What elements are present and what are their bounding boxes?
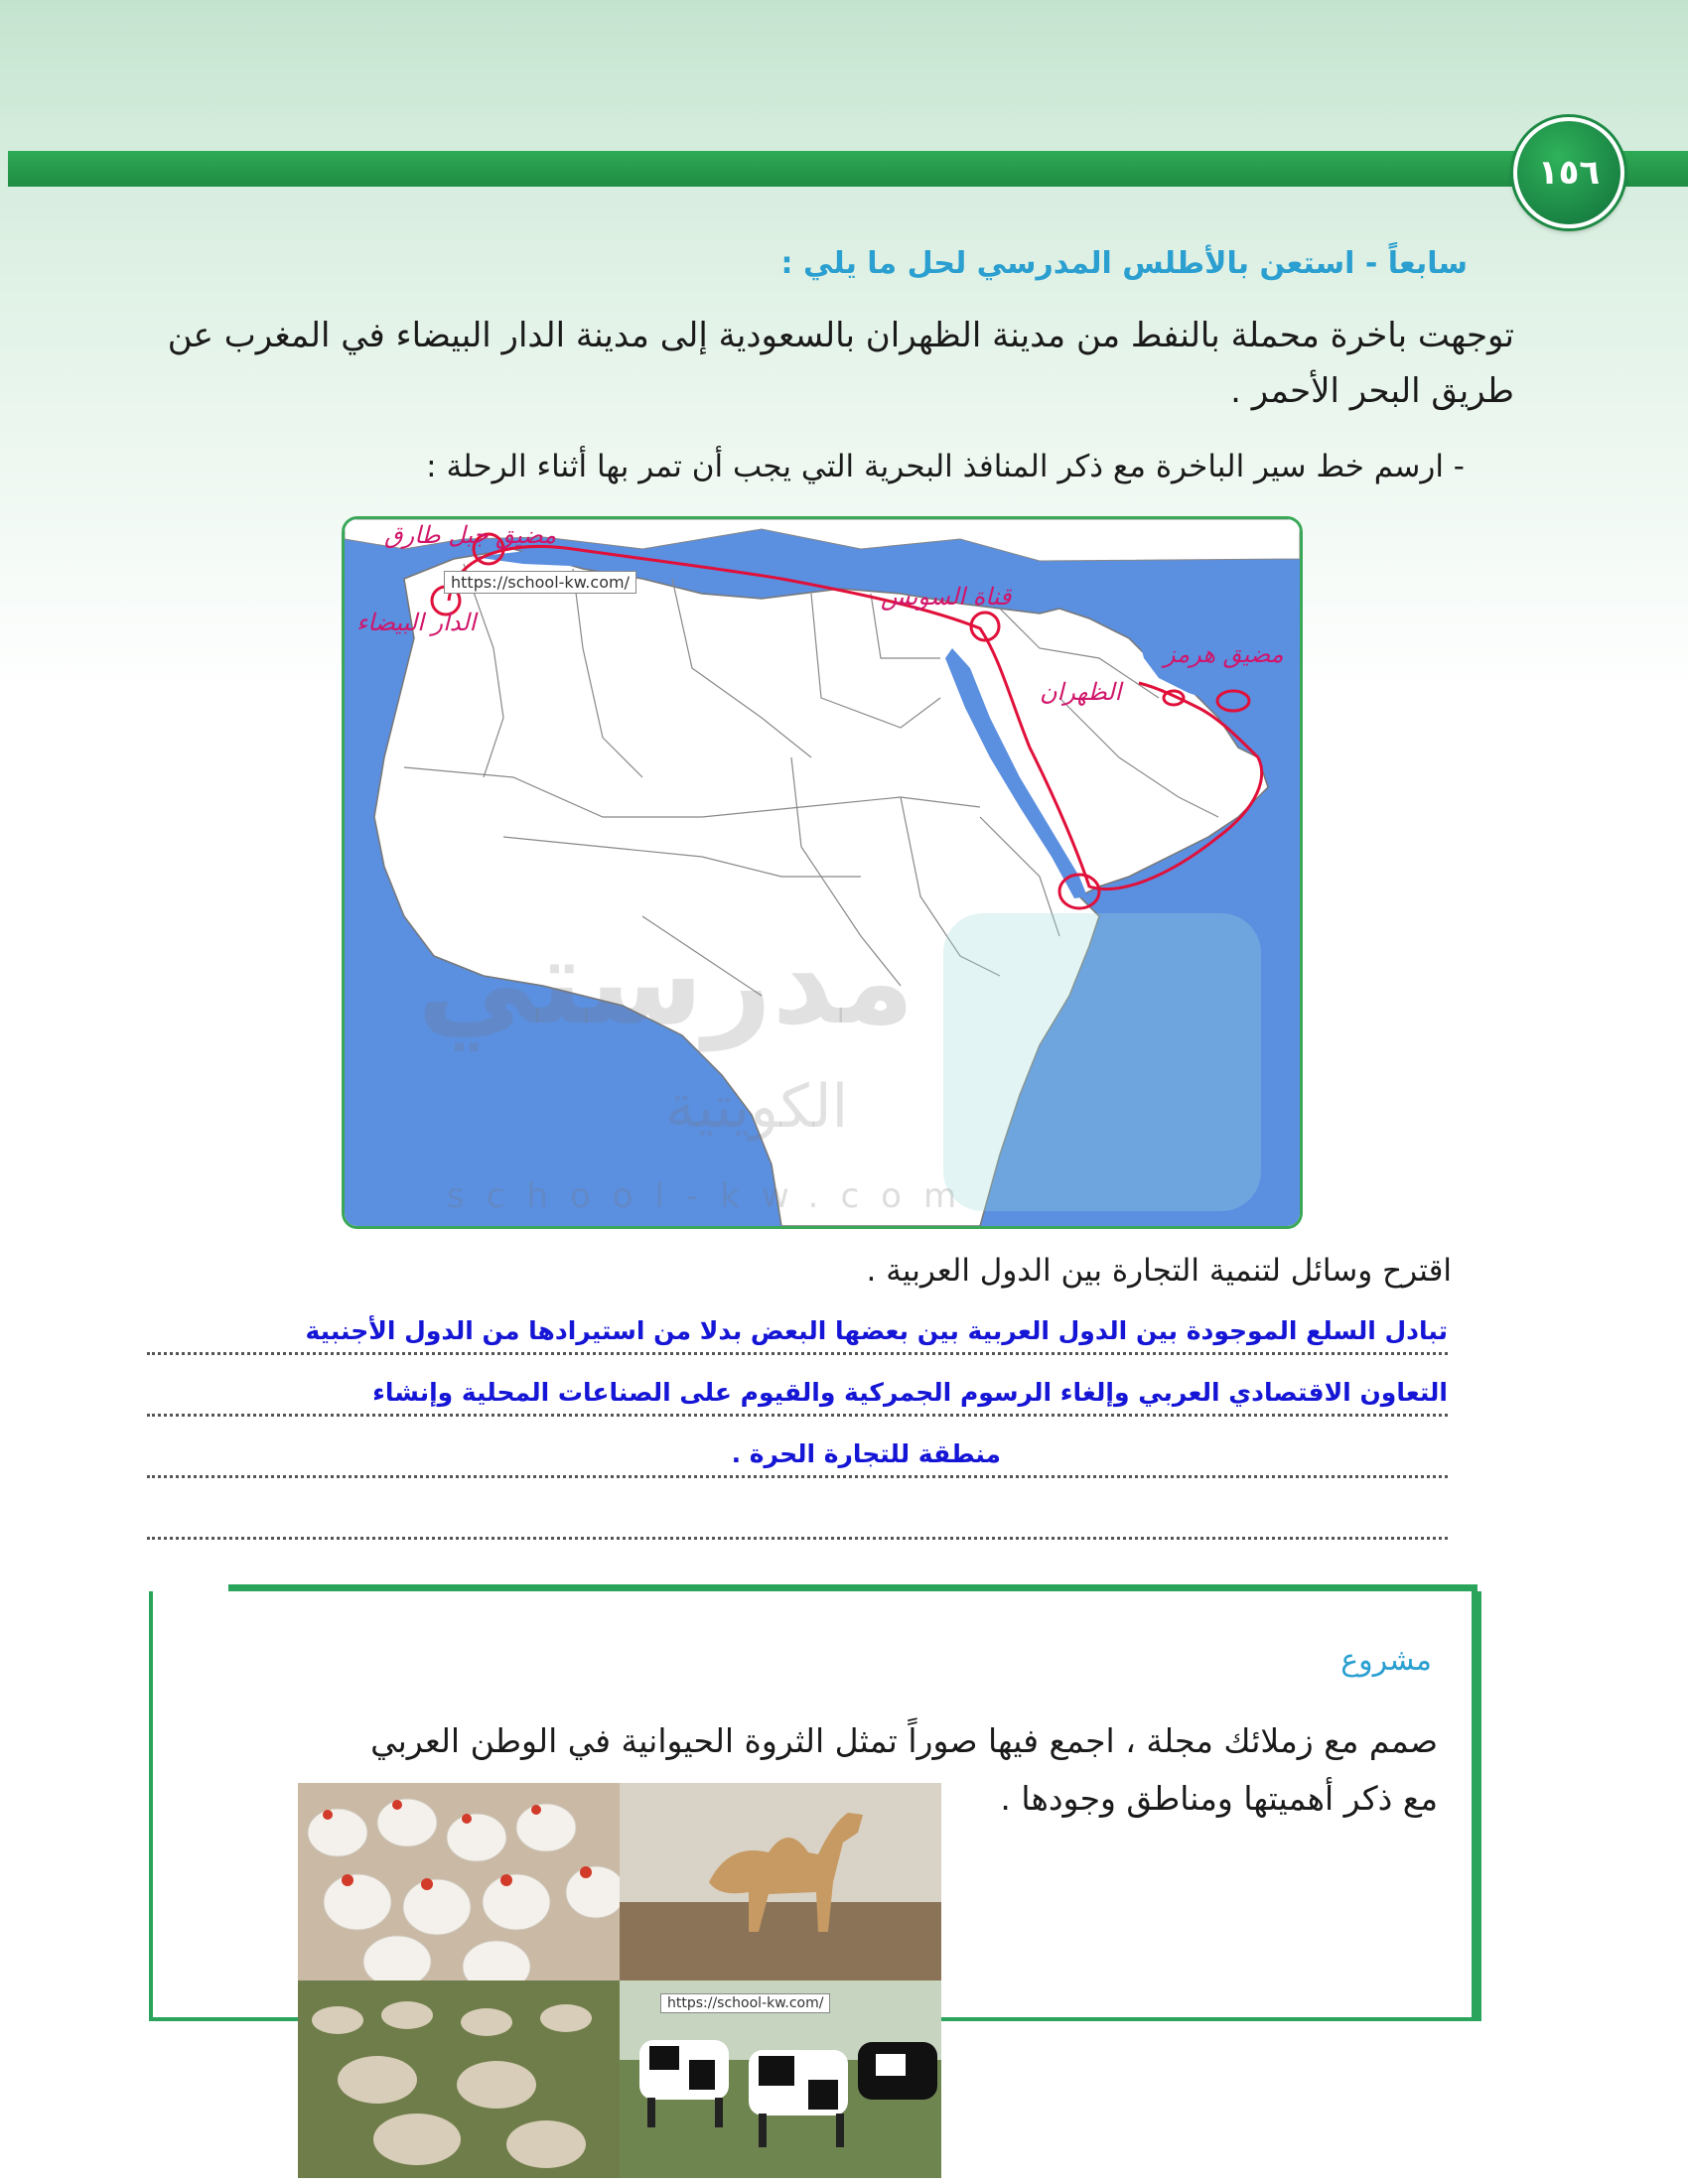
answer-line-3 <box>147 1435 1448 1478</box>
arab-world-map <box>342 516 1303 1229</box>
answer-line-2: التعاون الاقتصادي العربي وإلغاء الرسوم الجمركية والقيوم على الصناعات المحلية وإنشاء <box>147 1374 1448 1417</box>
label-gibraltar: مضيق جبل طارق <box>384 521 557 549</box>
answer-line-3-text: منطقة للتجارة الحرة . <box>731 1439 1001 1468</box>
map-graphic <box>345 519 1300 1226</box>
animal-photo-grid <box>298 1783 941 2178</box>
photo-chickens <box>298 1783 620 1980</box>
label-suez: قناة السويس <box>881 583 1012 611</box>
photo-sheep <box>298 1980 620 2178</box>
photo-camel <box>620 1783 941 1980</box>
label-dhahran: الظهران <box>1040 678 1122 706</box>
watermark-main: مدرستي <box>417 913 915 1051</box>
label-casablanca: الدار البيضاء <box>356 609 477 636</box>
project-text: صمم مع زملائك مجلة ، اجمع فيها صوراً تمثل الثروة الحيوانية في الوطن العربي مع ذكر أهميتها ومناطق وجودها . <box>370 1721 1438 1818</box>
camel-icon <box>620 1783 941 1980</box>
label-hormuz: مضيق هرمز <box>1164 640 1284 668</box>
exercise-paragraph: توجهت باخرة محملة بالنفط من مدينة الظهران بالسعودية إلى مدينة الدار البيضاء في المغرب عن طريق البحر الأحمر . <box>167 316 1514 411</box>
header-green-bar <box>8 151 1688 187</box>
answer-line-4 <box>147 1497 1448 1540</box>
suggestion-question: اقترح وسائل لتنمية التجارة بين الدول العربية . <box>866 1253 1452 1289</box>
answer-line-1: تبادل السلع الموجودة بين الدول العربية بين بعضها البعض بدلا من استيرادها من الدول الأجنبية <box>147 1312 1448 1355</box>
map-url-tag: https://school-kw.com/ <box>444 571 636 594</box>
exercise-instruction: - ارسم خط سير الباخرة مع ذكر المنافذ البحرية التي يجب أن تمر بها أثناء الرحلة : <box>426 449 1465 484</box>
photo-url-tag: https://school-kw.com/ <box>660 1993 830 2013</box>
page-number-badge: ١٥٦ <box>1513 117 1624 228</box>
watermark-url: school-kw.com <box>447 1176 979 1216</box>
exercise-heading: سابعاً - استعن بالأطلس المدرسي لحل ما يلي : <box>780 246 1468 281</box>
project-title: مشروع <box>1340 1643 1432 1678</box>
chickens-icon <box>298 1783 620 1980</box>
sheep-icon <box>298 1980 620 2178</box>
watermark-sub: الكويتية <box>665 1072 849 1142</box>
